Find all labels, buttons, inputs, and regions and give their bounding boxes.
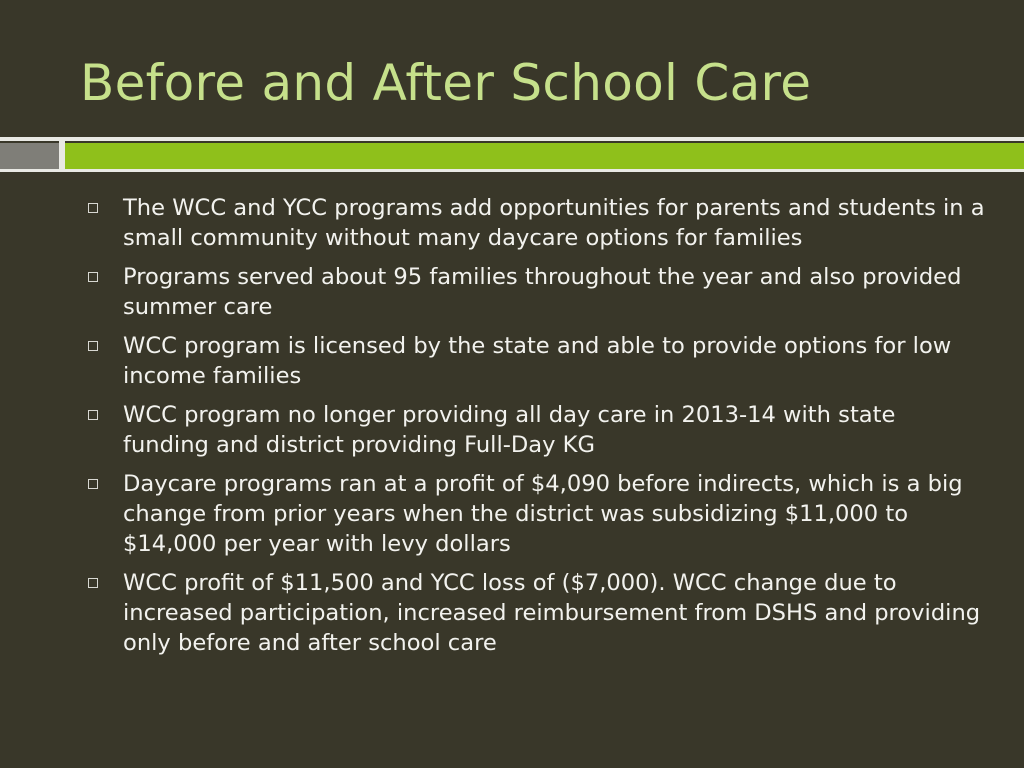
bullet-text: Programs served about 95 families throughout the year and also provided summer care [123,264,962,320]
bullet-list [86,193,986,667]
divider-grey-block [0,143,59,169]
square-bullet-icon [88,578,98,588]
bullet-item [86,262,986,322]
bullet-text: Daycare programs ran at a profit of $4,090 before indirects, which is a big change from prior years when the district was subsidizing $11,000 to $14,000 per year with levy dollars [123,471,963,557]
square-bullet-icon [88,410,98,420]
slide-title: Before and After School Care [80,54,812,112]
bullet-item [86,469,986,559]
divider-accent-bar [65,143,1024,169]
square-bullet-icon [88,341,98,351]
bullet-text: WCC program is licensed by the state and able to provide options for low income families [123,333,952,389]
square-bullet-icon [88,203,98,213]
bullet-text: WCC program no longer providing all day care in 2013-14 with state funding and district providing Full-Day KG [123,402,896,458]
title-divider-bottom [0,169,1024,172]
bullet-text: The WCC and YCC programs add opportunities for parents and students in a small community without many daycare options for families [123,195,985,251]
bullet-text: WCC profit of $11,500 and YCC loss of ($7,000). WCC change due to increased participation, increased reimbursement from DSHS and providing only before and after school care [123,570,981,656]
square-bullet-icon [88,479,98,489]
bullet-item [86,400,986,460]
title-divider-top [0,137,1024,141]
square-bullet-icon [88,272,98,282]
bullet-item [86,331,986,391]
bullet-item [86,193,986,253]
bullet-item [86,568,986,658]
